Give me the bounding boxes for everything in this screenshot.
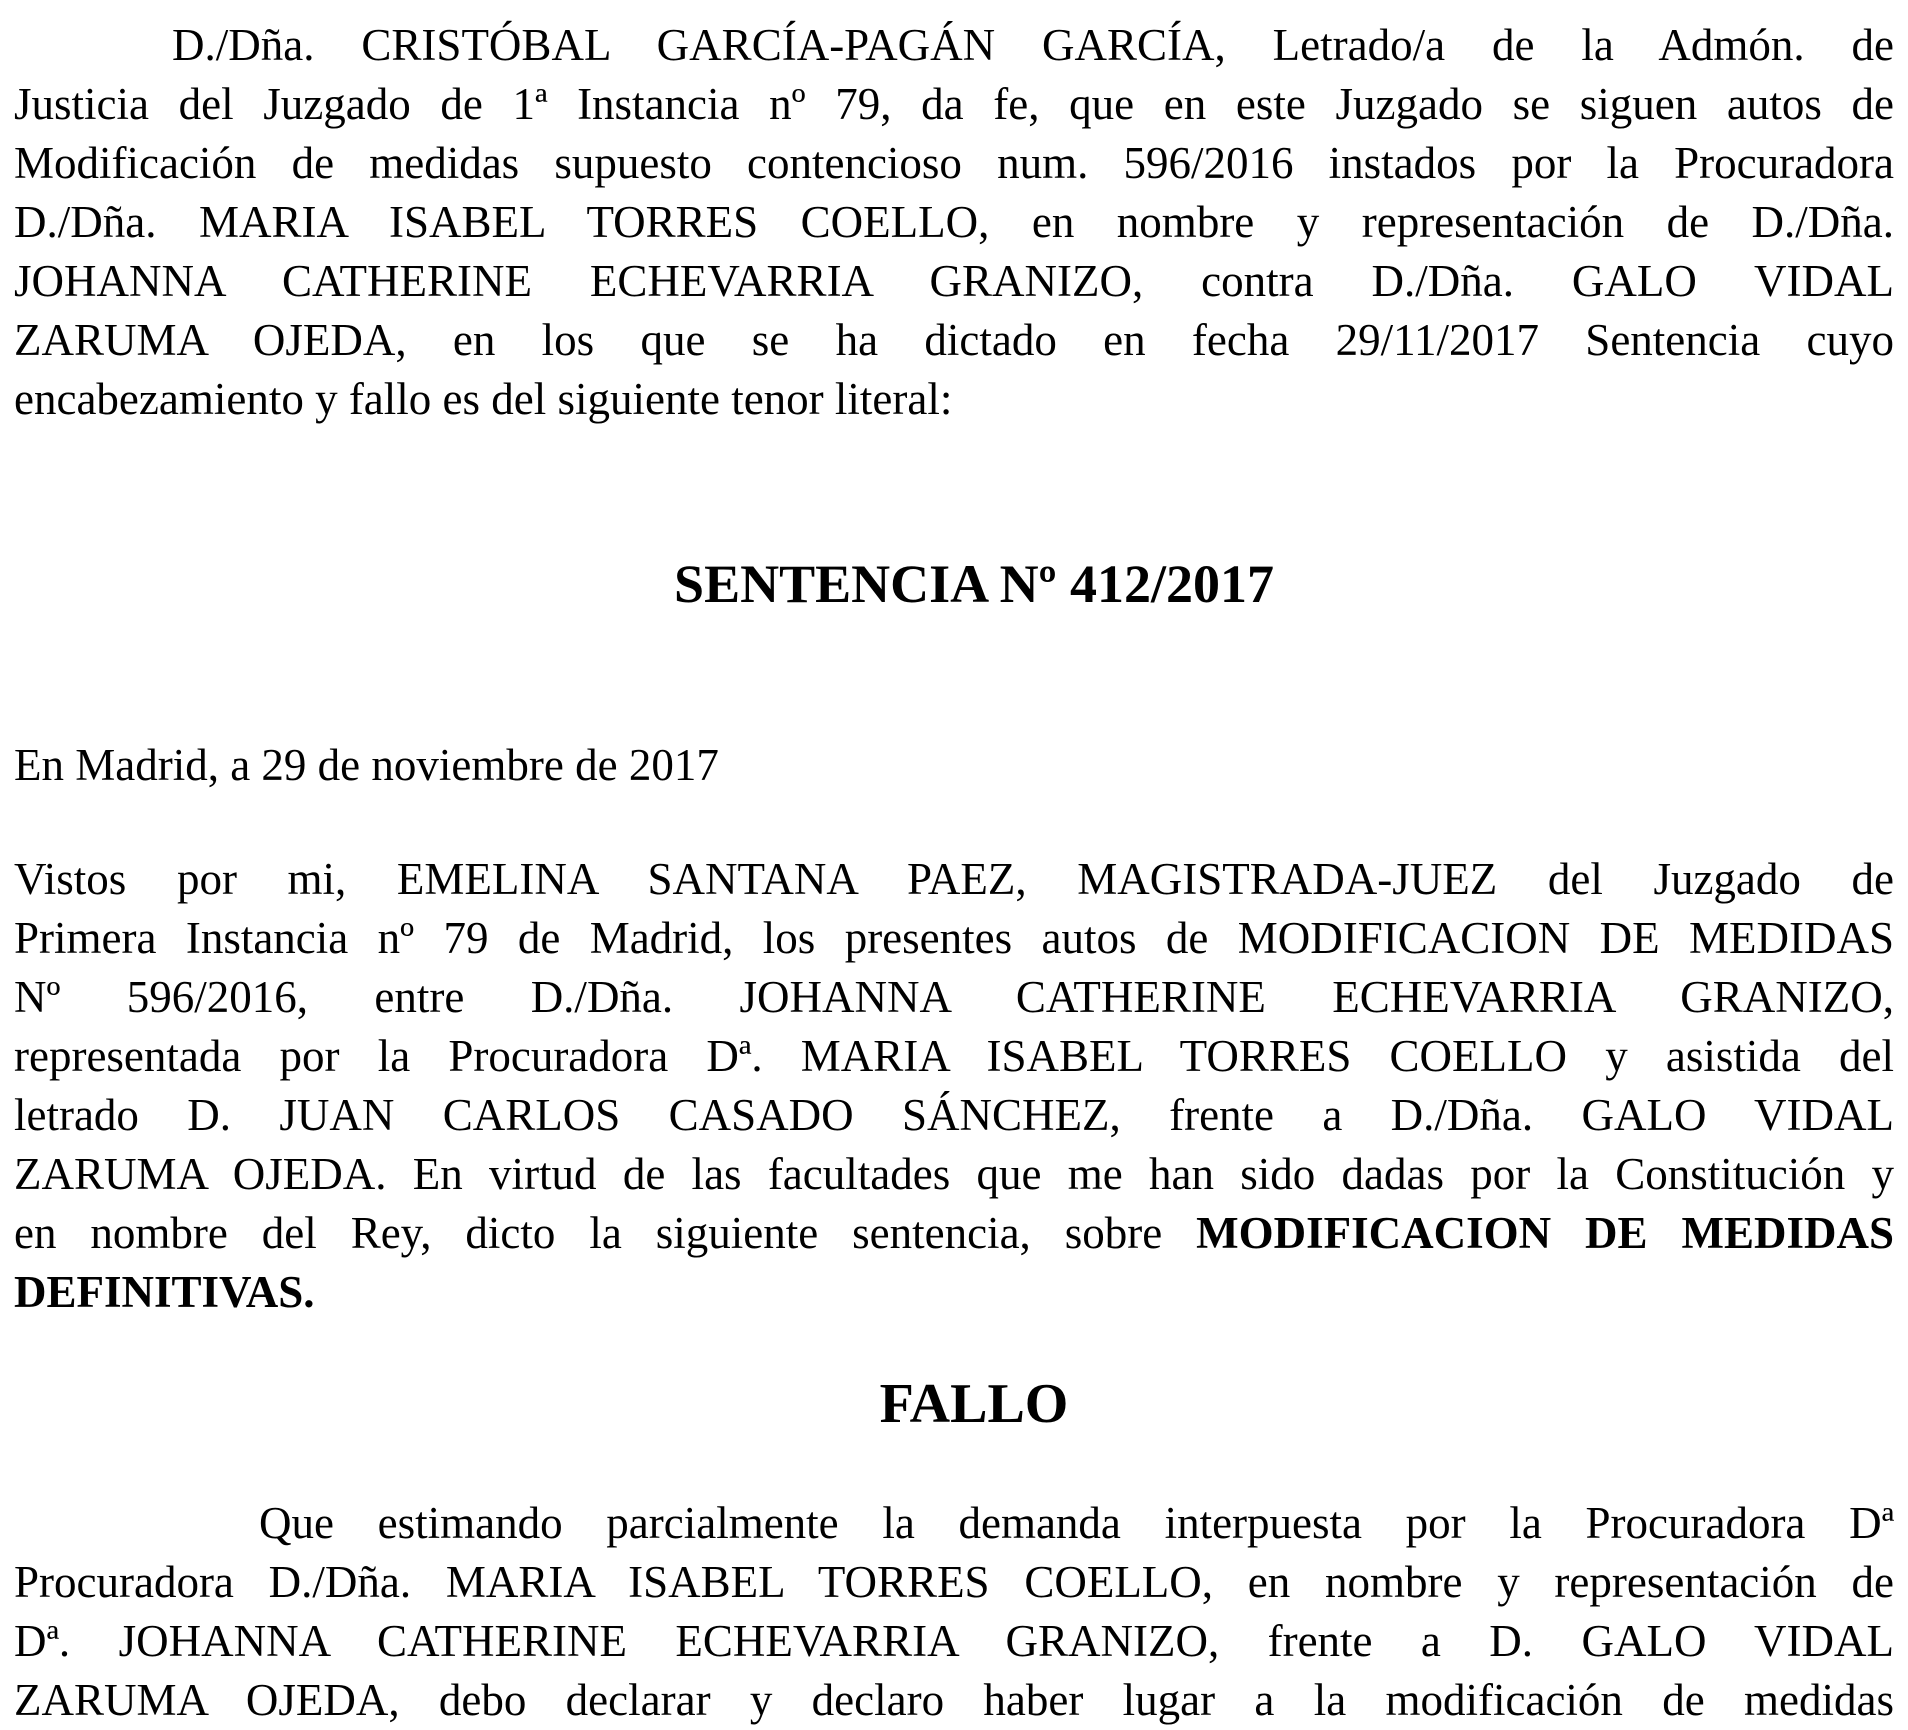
fallo-line-3: Dª. JOHANNA CATHERINE ECHEVARRIA GRANIZO, frente a D. GALO VIDAL <box>14 1616 1894 1666</box>
vistos-bold-last: DEFINITIVAS. <box>14 1267 315 1317</box>
fallo-line-1: Que estimando parcialmente la demanda interpuesta por la Procuradora Dª <box>259 1498 1894 1548</box>
vistos-line-1: Vistos por mi, EMELINA SANTANA PAEZ, MAGISTRADA-JUEZ del Juzgado de <box>14 854 1894 904</box>
intro-line-1: D./Dña. CRISTÓBAL GARCÍA-PAGÁN GARCÍA, Letrado/a de la Admón. de <box>172 20 1894 70</box>
intro-line-6: ZARUMA OJEDA, en los que se ha dictado en fecha 29/11/2017 Sentencia cuyo <box>14 315 1894 365</box>
document-page <box>14 0 1894 1728</box>
intro-line-2: Justicia del Juzgado de 1ª Instancia nº 79, da fe, que en este Juzgado se siguen autos de <box>14 79 1894 129</box>
place-date: En Madrid, a 29 de noviembre de 2017 <box>14 740 719 790</box>
intro-line-4: D./Dña. MARIA ISABEL TORRES COELLO, en nombre y representación de D./Dña. <box>14 197 1894 247</box>
vistos-line-7 <box>14 1204 1894 1263</box>
vistos-line-6: ZARUMA OJEDA. En virtud de las facultades que me han sido dadas por la Constitución y <box>14 1149 1894 1199</box>
fallo-line-4: ZARUMA OJEDA, debo declarar y declaro haber lugar a la modificación de medidas <box>14 1675 1894 1725</box>
intro-line-7: encabezamiento y fallo es del siguiente tenor literal: <box>14 374 953 424</box>
vistos-line-4: representada por la Procuradora Dª. MARIA ISABEL TORRES COELLO y asistida del <box>14 1031 1894 1081</box>
intro-line-3: Modificación de medidas supuesto contencioso num. 596/2016 instados por la Procuradora <box>14 138 1894 188</box>
fallo-paragraph <box>14 1494 1894 1730</box>
vistos-bold-tail: MODIFICACION DE MEDIDAS <box>1196 1208 1894 1258</box>
vistos-paragraph <box>14 850 1894 1322</box>
fallo-line-2: Procuradora D./Dña. MARIA ISABEL TORRES COELLO, en nombre y representación de <box>14 1557 1894 1607</box>
intro-paragraph <box>14 16 1894 429</box>
fallo-title: FALLO <box>879 1373 1069 1435</box>
vistos-line-8 <box>14 1263 1894 1322</box>
vistos-line-3: Nº 596/2016, entre D./Dña. JOHANNA CATHERINE ECHEVARRIA GRANIZO, <box>14 972 1894 1022</box>
vistos-line-7-text: en nombre del Rey, dicto la siguiente sentencia, sobre <box>14 1208 1163 1258</box>
intro-line-5: JOHANNA CATHERINE ECHEVARRIA GRANIZO, contra D./Dña. GALO VIDAL <box>14 256 1894 306</box>
vistos-line-5: letrado D. JUAN CARLOS CASADO SÁNCHEZ, frente a D./Dña. GALO VIDAL <box>14 1090 1894 1140</box>
sentencia-title: SENTENCIA Nº 412/2017 <box>674 554 1274 614</box>
vistos-line-2: Primera Instancia nº 79 de Madrid, los presentes autos de MODIFICACION DE MEDIDAS <box>14 913 1894 963</box>
